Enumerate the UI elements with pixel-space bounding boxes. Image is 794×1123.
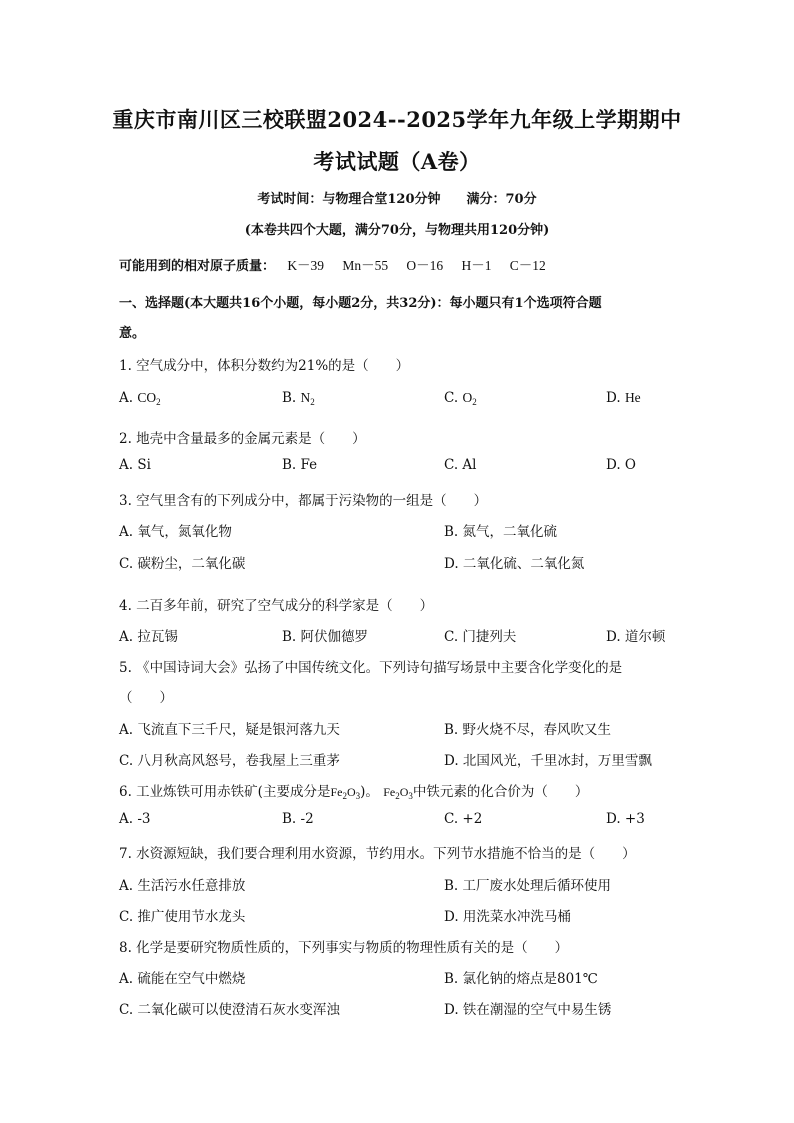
question-8-option-a: A. 硫能在空气中燃烧: [119, 971, 246, 987]
option-label: C.: [444, 390, 459, 406]
exam-title-line2: 考试试题（A卷）: [313, 149, 481, 174]
question-6-stem: [119, 780, 588, 801]
question-4-stem: 4. 二百多年前，研究了空气成分的科学家是（ ）: [119, 598, 434, 614]
section1-heading-line2: 意。: [119, 326, 146, 341]
question-5-option-b: B. 野火烧不尽，春风吹又生: [444, 722, 612, 738]
question-1-option-a: [119, 390, 161, 407]
formula-sub: 2: [472, 397, 477, 407]
question-4-option-b: B. 阿伏伽德罗: [282, 629, 369, 645]
option-label: D.: [606, 390, 621, 406]
atomic-mass-c: C－12: [509, 258, 546, 273]
question-7-option-d: D. 用洗菜水冲洗马桶: [444, 909, 571, 925]
question-2-option-a: A. Si: [119, 457, 151, 473]
exam-time-info: 考试时间：与物理合堂120分钟 满分：70分: [257, 192, 537, 207]
formula-he: He: [624, 390, 641, 405]
question-4-option-a: A. 拉瓦锡: [119, 629, 178, 645]
question-4-option-d: D. 道尔顿: [606, 629, 666, 645]
question-2-option-b: B. Fe: [282, 457, 318, 473]
question-2-option-d: D. O: [606, 457, 636, 473]
question-3-option-a: A. 氧气，氮氧化物: [119, 524, 232, 540]
exam-note: (本卷共四个大题，满分70分，与物理共用120分钟): [244, 223, 550, 238]
question-6-option-c: C. +2: [444, 811, 483, 827]
formula-o2: [462, 390, 476, 405]
question-8-option-d: D. 铁在潮湿的空气中易生锈: [444, 1002, 612, 1018]
atomic-mass-h: H－1: [461, 258, 492, 273]
question-2-option-c: C. Al: [444, 457, 477, 473]
formula-base: O: [399, 785, 409, 799]
question-8-option-c: C. 二氧化碳可以使澄清石灰水变浑浊: [119, 1002, 340, 1018]
question-7-option-a: A. 生活污水任意排放: [119, 878, 246, 894]
question-2-stem: 2. 地壳中含量最多的金属元素是（ ）: [119, 431, 366, 447]
atomic-mass-line: [119, 254, 560, 274]
atomic-mass-o: O－16: [406, 258, 444, 273]
option-label: B.: [282, 390, 297, 406]
question-1-option-c: [444, 390, 477, 407]
question-5-stem-line2: （ ）: [119, 690, 173, 706]
question-5-option-c: C. 八月秋高风怒号，卷我屋上三重茅: [119, 753, 340, 769]
question-7-option-c: C. 推广使用节水龙头: [119, 909, 246, 925]
formula-sub: 3: [355, 791, 361, 801]
question-7-stem: 7. 水资源短缺，我们要合理利用水资源，节约用水。下列节水措施不恰当的是（ ）: [119, 846, 636, 862]
question-6-option-b: B. -2: [282, 811, 314, 827]
question-8-option-b: B. 氯化钠的熔点是801℃: [444, 971, 598, 987]
formula-base: O: [462, 390, 473, 405]
question-6-stem-part3: 中铁元素的化合价为（ ）: [412, 784, 589, 800]
formula-co2: [137, 390, 160, 405]
formula-sub: 2: [310, 397, 315, 407]
question-1-option-b: [282, 390, 315, 407]
formula-base: Fe: [383, 785, 396, 799]
formula-n2: [301, 390, 315, 405]
atomic-mass-label: 可能用到的相对原子质量：: [119, 259, 276, 274]
question-6-option-a: A. -3: [119, 811, 151, 827]
question-4-option-c: C. 门捷列夫: [444, 629, 517, 645]
section1-heading-line1: 一、选择题(本大题共16个小题，每小题2分，共32分)：每小题只有1个选项符合题: [119, 296, 602, 311]
formula-sub: 2: [395, 791, 400, 801]
question-5-stem-line1: 5. 《中国诗词大会》弘扬了中国传统文化。下列诗句描写场景中主要含化学变化的是: [119, 660, 623, 676]
question-5-option-d: D. 北国风光，千里冰封，万里雪飘: [444, 753, 652, 769]
question-3-option-b: B. 氮气，二氧化硫: [444, 524, 558, 540]
formula-sub: 2: [342, 791, 347, 801]
atomic-mass-k: K－39: [287, 258, 325, 273]
option-label: A.: [119, 390, 134, 406]
question-3-option-d: D. 二氧化硫、二氧化氮: [444, 556, 585, 572]
atomic-mass-mn: Mn－55: [342, 258, 389, 273]
formula-sub: 3: [408, 791, 413, 801]
formula-sub: 2: [156, 397, 161, 407]
exam-title-line1: 重庆市南川区三校联盟2024--2025学年九年级上学期期中: [112, 107, 682, 132]
question-8-stem: 8. 化学是要研究物质性质的，下列事实与物质的物理性质有关的是（ ）: [119, 940, 569, 956]
question-6-option-d: D. +3: [606, 811, 645, 827]
question-3-stem: 3. 空气里含有的下列成分中，都属于污染物的一组是（ ）: [119, 493, 488, 509]
question-7-option-b: B. 工厂废水处理后循环使用: [444, 878, 612, 894]
formula-base: N: [300, 390, 311, 405]
formula-base: CO: [137, 390, 157, 405]
question-1-stem: 1. 空气成分中，体积分数约为21%的是（ ）: [119, 358, 410, 374]
question-3-option-c: C. 碳粉尘，二氧化碳: [119, 556, 246, 572]
formula-fe2o3: [330, 785, 360, 799]
question-1-option-d: [606, 390, 641, 406]
question-6-stem-part1: 6. 工业炼铁可用赤铁矿(主要成分是: [119, 784, 331, 800]
question-6-stem-part2: )。: [360, 784, 379, 800]
question-5-option-a: A. 飞流直下三千尺，疑是银河落九天: [119, 722, 340, 738]
formula-base: Fe: [330, 785, 343, 799]
formula-base: O: [346, 785, 356, 799]
formula-fe2o3: [383, 785, 413, 799]
